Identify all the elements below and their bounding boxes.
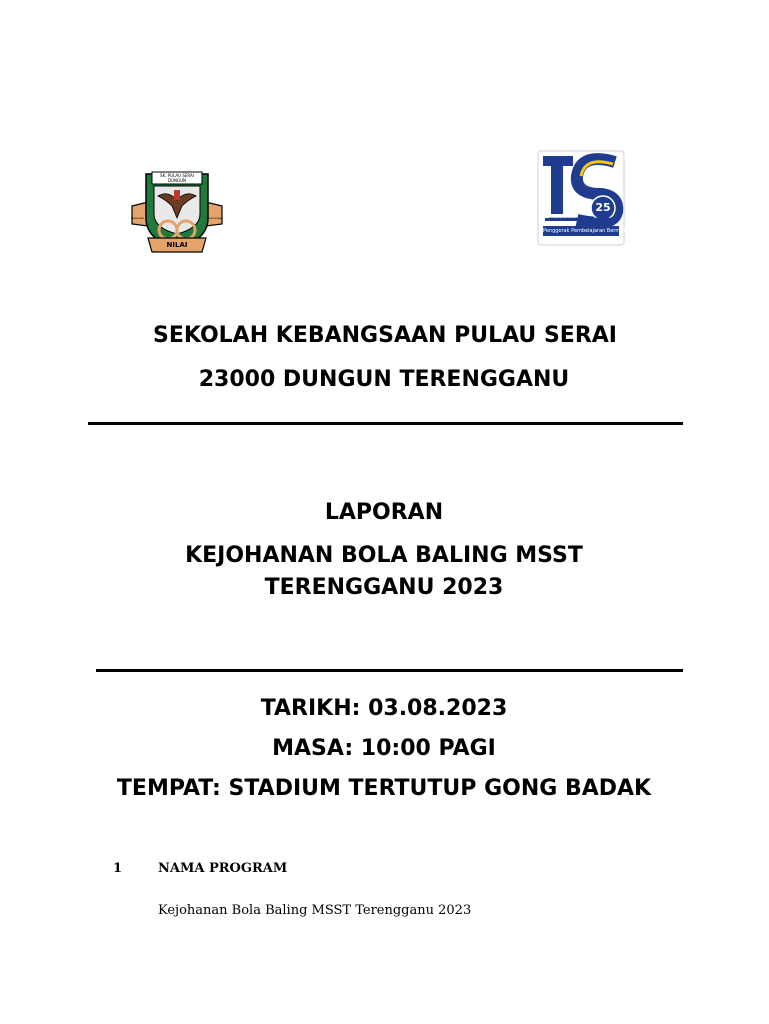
section-heading: NAMA PROGRAM [158, 861, 288, 876]
title-divider [96, 669, 683, 672]
event-date: TARIKH: 03.08.2023 [260, 696, 508, 721]
crest-motto: NILAI [166, 241, 188, 249]
program-logo-slogan: Penggerak Pembelajaran Bermakna [543, 228, 633, 234]
program-logo [537, 150, 633, 246]
section-content: Kejohanan Bola Baling MSST Terengganu 2023 [158, 903, 472, 918]
header-divider [88, 422, 683, 425]
section-number: 1 [113, 861, 123, 876]
event-title-line-2: TERENGGANU 2023 [264, 575, 504, 600]
event-time: MASA: 10:00 PAGI [272, 736, 496, 761]
crest-side-left: KEBERSIHAN [131, 218, 144, 220]
crest-side-right: KESEMPURNAAN [206, 218, 223, 220]
crest-banner-text: SK. PULAU SERAI DUNGUN [160, 173, 194, 183]
school-name: SEKOLAH KEBANGSAAN PULAU SERAI [153, 323, 617, 348]
program-logo-number: 25 [595, 201, 611, 214]
program-logo-tagline: PROGRAM TRANSFORMASI SEKOLAH 2025 [549, 216, 613, 220]
school-address: 23000 DUNGUN TERENGGANU [198, 367, 570, 392]
event-title-line-1: KEJOHANAN BOLA BALING MSST [185, 543, 583, 568]
report-label: LAPORAN [324, 500, 444, 525]
event-venue: TEMPAT: STADIUM TERTUTUP GONG BADAK [116, 776, 652, 801]
